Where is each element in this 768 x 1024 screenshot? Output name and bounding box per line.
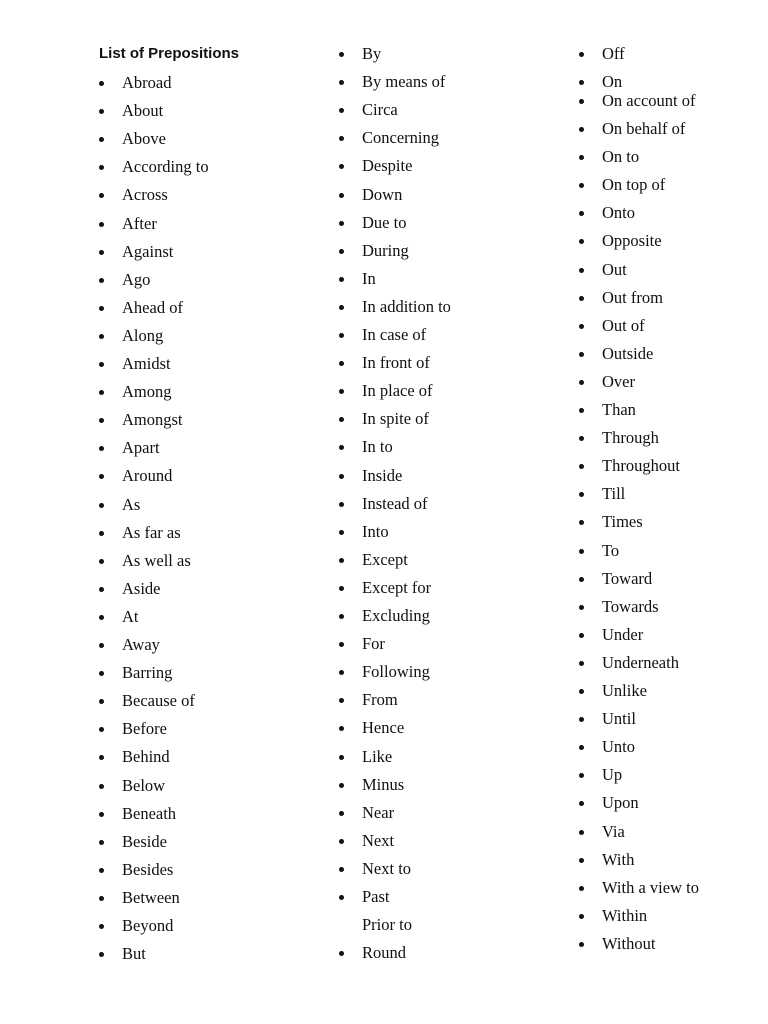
bullet-icon bbox=[339, 333, 344, 338]
list-item-label: After bbox=[122, 213, 157, 233]
list-item-label: Apart bbox=[122, 438, 160, 458]
list-item-label: Minus bbox=[362, 774, 405, 794]
bullet-icon bbox=[579, 80, 584, 85]
list-item-label: Against bbox=[122, 241, 174, 261]
bullet-icon bbox=[339, 670, 344, 675]
list-item-label: Upon bbox=[602, 793, 639, 813]
list-item-label: On top of bbox=[602, 175, 666, 195]
bullet-icon bbox=[339, 755, 344, 760]
list-item-label: From bbox=[362, 690, 398, 710]
bullet-icon bbox=[99, 531, 104, 536]
list-item-label: Via bbox=[602, 821, 625, 841]
bullet-icon bbox=[99, 643, 104, 648]
list-item-label: Instead of bbox=[362, 493, 428, 513]
list-item-label: In case of bbox=[362, 325, 427, 344]
bullet-icon bbox=[99, 165, 104, 170]
list-item-label: Throughout bbox=[602, 456, 680, 476]
bullet-icon bbox=[99, 474, 104, 479]
list-item-label: Among bbox=[122, 382, 172, 402]
list-item-label: Excluding bbox=[362, 606, 430, 625]
bullet-icon bbox=[579, 492, 584, 497]
list-item-label: Besides bbox=[122, 859, 174, 879]
bullet-icon bbox=[579, 155, 584, 160]
bullet-icon bbox=[579, 914, 584, 919]
list-item-label: Down bbox=[362, 184, 403, 204]
list-item-label: Beneath bbox=[122, 803, 177, 823]
list-item-label: As well as bbox=[122, 550, 191, 570]
bullet-icon bbox=[579, 689, 584, 694]
list-item-label: Than bbox=[602, 400, 636, 419]
list-item-label: In place of bbox=[362, 381, 433, 401]
list-item-label: Concerning bbox=[362, 128, 439, 148]
list-item-label: On behalf of bbox=[602, 119, 686, 138]
list-item-label: For bbox=[362, 634, 385, 654]
bullet-icon bbox=[339, 839, 344, 844]
list-item-label: Abroad bbox=[122, 73, 172, 92]
list-item-label: Over bbox=[602, 371, 635, 391]
bullet-icon bbox=[99, 671, 104, 676]
list-item-label: By means of bbox=[362, 72, 446, 92]
list-item-label: Into bbox=[362, 521, 389, 541]
list-item-label: In addition to bbox=[362, 296, 451, 316]
bullet-icon bbox=[339, 726, 344, 731]
list-item-label: Next to bbox=[362, 858, 412, 878]
bullet-icon bbox=[339, 164, 344, 169]
bullet-icon bbox=[99, 306, 104, 311]
bullet-icon bbox=[99, 334, 104, 339]
list-item-label: By bbox=[362, 44, 382, 63]
list-item-label: In bbox=[362, 268, 376, 288]
list-item-label: Onto bbox=[602, 203, 635, 223]
bullet-icon bbox=[579, 436, 584, 441]
list-item-label: On to bbox=[602, 147, 640, 167]
bullet-icon bbox=[579, 127, 584, 132]
list-item-label: Amidst bbox=[122, 354, 171, 373]
list-item-label: Off bbox=[602, 44, 625, 63]
bullet-icon bbox=[579, 296, 584, 301]
list-item-label: Within bbox=[602, 905, 648, 925]
list-item-label: Before bbox=[122, 719, 167, 739]
bullet-icon bbox=[99, 390, 104, 395]
bullet-icon bbox=[339, 80, 344, 85]
list-item-label: Without bbox=[602, 933, 656, 953]
list-item-label: Because of bbox=[122, 691, 195, 711]
bullet-icon bbox=[579, 942, 584, 947]
bullet-icon bbox=[99, 193, 104, 198]
list-item-label: Ahead of bbox=[122, 297, 183, 317]
list-item-label: Away bbox=[122, 635, 160, 654]
bullet-icon bbox=[99, 755, 104, 760]
list-item-label: Out from bbox=[602, 287, 663, 307]
bullet-icon bbox=[339, 221, 344, 226]
list-item-label: Beyond bbox=[122, 916, 174, 935]
bullet-icon bbox=[339, 249, 344, 254]
bullet-icon bbox=[339, 867, 344, 872]
bullet-icon bbox=[339, 305, 344, 310]
bullet-icon bbox=[339, 389, 344, 394]
list-item-label: Times bbox=[602, 512, 643, 532]
list-item-label: With a view to bbox=[602, 877, 699, 897]
bullet-icon bbox=[339, 417, 344, 422]
list-item-label: During bbox=[362, 240, 409, 260]
bullet-icon bbox=[99, 952, 104, 957]
bullet-icon bbox=[339, 361, 344, 366]
bullet-icon bbox=[579, 268, 584, 273]
list-item-label: Under bbox=[602, 624, 644, 644]
bullet-icon bbox=[99, 446, 104, 451]
list-item-label: Near bbox=[362, 802, 395, 822]
list-item-label: With bbox=[602, 849, 635, 869]
list-item-label: Except for bbox=[362, 577, 432, 597]
list-item-label: Opposite bbox=[602, 231, 662, 251]
bullet-icon bbox=[99, 699, 104, 704]
bullet-icon bbox=[579, 633, 584, 638]
list-item-label: Hence bbox=[362, 718, 405, 738]
list-item-label: Across bbox=[122, 185, 168, 205]
bullet-icon bbox=[99, 840, 104, 845]
bullet-icon bbox=[579, 801, 584, 806]
bullet-icon bbox=[579, 464, 584, 469]
bullet-icon bbox=[339, 530, 344, 535]
bullet-icon bbox=[99, 784, 104, 789]
list-item-label: Except bbox=[362, 549, 408, 569]
list-item-label: Round bbox=[362, 943, 407, 963]
list-item-label: Between bbox=[122, 887, 180, 907]
list-item-label: Barring bbox=[122, 663, 173, 683]
bullet-icon bbox=[579, 577, 584, 582]
list-item-label: As bbox=[122, 494, 141, 514]
bullet-icon bbox=[579, 605, 584, 610]
list-item-label: Until bbox=[602, 709, 636, 729]
bullet-icon bbox=[579, 745, 584, 750]
list-item-label: Aside bbox=[122, 578, 161, 598]
list-item-label: Along bbox=[122, 325, 164, 345]
list-item-label: Behind bbox=[122, 747, 170, 767]
list-item-label: Out of bbox=[602, 315, 645, 335]
list-item-label: In to bbox=[362, 437, 393, 457]
list-item-label: Amongst bbox=[122, 410, 183, 430]
bullet-icon bbox=[579, 830, 584, 835]
bullet-icon bbox=[99, 868, 104, 873]
bullet-icon bbox=[339, 895, 344, 900]
list-item-label: Past bbox=[362, 887, 390, 906]
bullet-icon bbox=[579, 773, 584, 778]
bullet-icon bbox=[99, 278, 104, 283]
list-item-label: According to bbox=[122, 157, 209, 177]
bullet-icon bbox=[99, 615, 104, 620]
bullet-icon bbox=[579, 324, 584, 329]
bullet-icon bbox=[579, 183, 584, 188]
bullet-icon bbox=[99, 727, 104, 732]
bullet-icon bbox=[339, 52, 344, 57]
list-item-label: In front of bbox=[362, 353, 430, 373]
list-item-label: Following bbox=[362, 662, 430, 682]
list-item-label: As far as bbox=[122, 522, 181, 542]
bullet-icon bbox=[339, 136, 344, 141]
bullet-icon bbox=[579, 520, 584, 525]
bullet-icon bbox=[579, 52, 584, 57]
bullet-icon bbox=[579, 99, 584, 104]
bullet-icon bbox=[99, 812, 104, 817]
list-item-label: Underneath bbox=[602, 652, 679, 672]
list-item-label: Prior to bbox=[362, 915, 412, 935]
bullet-icon bbox=[579, 858, 584, 863]
list-item-label: Towards bbox=[602, 596, 659, 616]
list-item-label: Inside bbox=[362, 465, 403, 485]
bullet-icon bbox=[99, 503, 104, 508]
list-item-label: Beside bbox=[122, 831, 167, 851]
list-item-label: Unto bbox=[602, 737, 635, 757]
bullet-icon bbox=[339, 108, 344, 113]
bullet-icon bbox=[339, 951, 344, 956]
bullet-icon bbox=[339, 586, 344, 591]
bullet-icon bbox=[579, 239, 584, 244]
list-item-label: Up bbox=[602, 765, 623, 785]
bullet-icon bbox=[339, 474, 344, 479]
bullet-icon bbox=[339, 642, 344, 647]
list-item-label: Out bbox=[602, 259, 627, 279]
bullet-icon bbox=[99, 137, 104, 142]
list-item-label: In spite of bbox=[362, 409, 429, 429]
bullet-icon bbox=[99, 250, 104, 255]
bullet-icon bbox=[99, 896, 104, 901]
page-title: List of Prepositions bbox=[99, 45, 240, 62]
list-item-label: About bbox=[122, 101, 164, 121]
bullet-icon bbox=[579, 380, 584, 385]
bullet-icon bbox=[339, 558, 344, 563]
list-item-label: On bbox=[602, 72, 623, 91]
bullet-icon bbox=[99, 109, 104, 114]
bullet-icon bbox=[579, 408, 584, 413]
bullet-icon bbox=[99, 559, 104, 564]
bullet-icon bbox=[579, 352, 584, 357]
list-item-label: To bbox=[602, 540, 620, 560]
list-item-label: But bbox=[122, 944, 146, 964]
bullet-icon bbox=[579, 211, 584, 216]
bullet-icon bbox=[579, 717, 584, 722]
list-item-label: Below bbox=[122, 775, 166, 795]
list-item-label: At bbox=[122, 606, 139, 626]
list-item-label: On account of bbox=[602, 91, 696, 110]
list-item-label: Circa bbox=[362, 100, 398, 120]
bullet-icon bbox=[339, 811, 344, 816]
bullet-icon bbox=[339, 783, 344, 788]
bullet-icon bbox=[99, 418, 104, 423]
bullet-icon bbox=[339, 193, 344, 198]
bullet-icon bbox=[339, 445, 344, 450]
bullet-icon bbox=[339, 502, 344, 507]
list-item-label: Next bbox=[362, 830, 395, 850]
list-item-label: Around bbox=[122, 466, 173, 486]
bullet-icon bbox=[579, 661, 584, 666]
bullet-icon bbox=[99, 81, 104, 86]
list-item-label: Toward bbox=[602, 568, 653, 588]
bullet-icon bbox=[339, 277, 344, 282]
list-item-label: Unlike bbox=[602, 681, 647, 700]
bullet-icon bbox=[99, 222, 104, 227]
bullet-icon bbox=[339, 614, 344, 619]
list-item-label: Till bbox=[602, 484, 626, 504]
bullet-icon bbox=[99, 362, 104, 367]
list-item-label: Due to bbox=[362, 212, 407, 232]
list-item-label: Like bbox=[362, 746, 393, 766]
bullet-icon bbox=[579, 886, 584, 891]
list-item-label: Through bbox=[602, 428, 659, 448]
list-item-label: Outside bbox=[602, 343, 654, 363]
bullet-icon bbox=[99, 587, 104, 592]
list-item-label: Despite bbox=[362, 156, 413, 176]
bullet-icon bbox=[579, 549, 584, 554]
list-item-label: Ago bbox=[122, 269, 151, 289]
bullet-icon bbox=[99, 924, 104, 929]
bullet-icon bbox=[339, 698, 344, 703]
list-item-label: Above bbox=[122, 129, 166, 149]
